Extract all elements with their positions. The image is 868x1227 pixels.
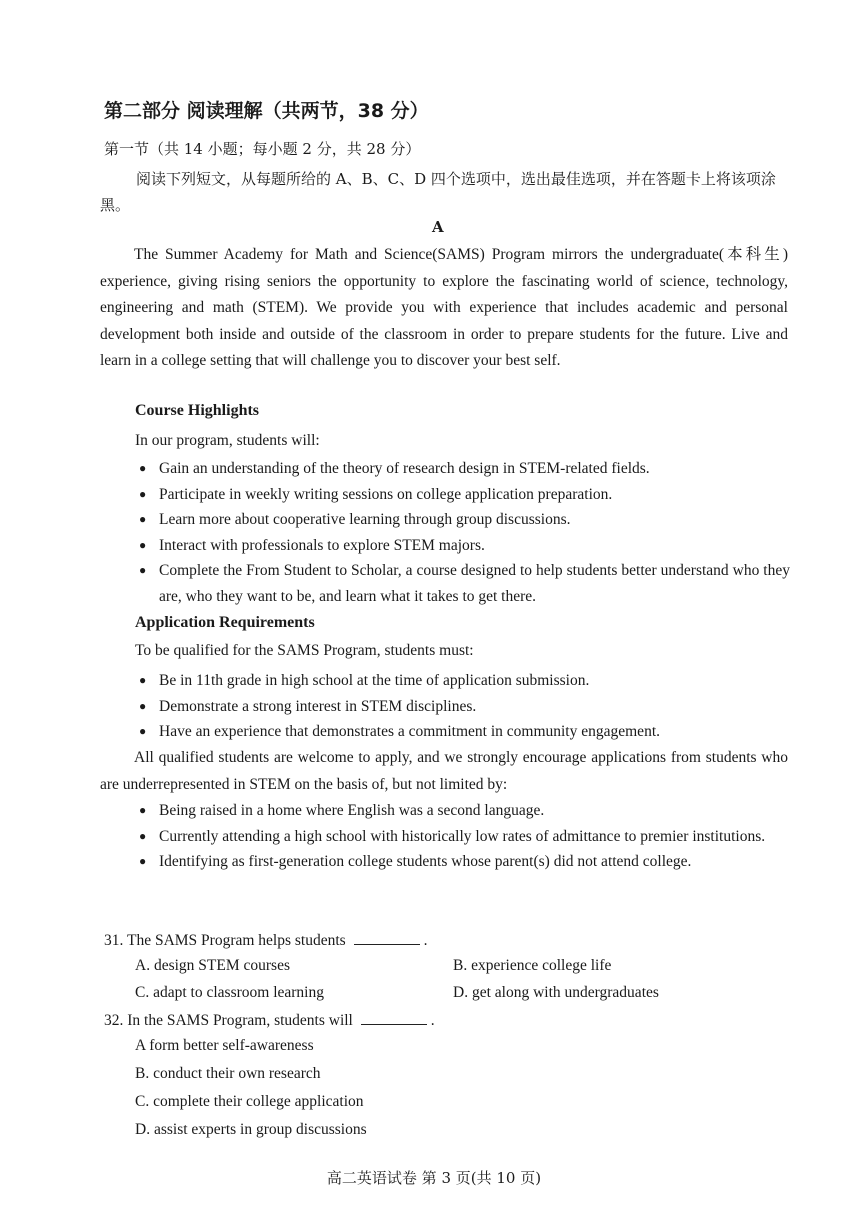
list-item — [135, 719, 790, 745]
option-text: adapt to classroom learning — [153, 984, 324, 1001]
list-item — [135, 507, 790, 533]
bullet-icon: ● — [139, 673, 147, 687]
question-stem: In the SAMS Program, students will — [127, 1012, 353, 1029]
list-item-text: Complete the From Student to Scholar, a course designed to help students better understand who they are, who they want to be, and learn what it takes to get there. — [159, 562, 790, 605]
list-item-text: Being raised in a home where English was a second language. — [159, 802, 545, 819]
question-stem: The SAMS Program helps students — [126, 932, 346, 949]
bullet-icon: ● — [139, 461, 147, 475]
option-text: complete their college application — [153, 1093, 364, 1110]
bullet-icon: ● — [139, 828, 147, 843]
option-32-b[interactable] — [135, 1065, 321, 1083]
list-item — [135, 668, 790, 694]
application-requirements-list — [135, 668, 790, 745]
option-letter: D. — [135, 1121, 151, 1138]
option-letter: C. — [135, 984, 150, 1001]
list-item — [135, 558, 790, 609]
bullet-icon: ● — [139, 724, 147, 738]
option-32-c[interactable] — [135, 1093, 364, 1111]
encourage-list — [135, 798, 790, 875]
question-end: . — [423, 932, 428, 949]
option-letter: B. — [453, 957, 468, 974]
bullet-icon: ● — [139, 563, 147, 577]
list-item-text: Demonstrate a strong interest in STEM disciplines. — [159, 697, 477, 715]
question-end: . — [430, 1012, 435, 1029]
option-32-d[interactable] — [135, 1121, 367, 1139]
question-number: 32. — [104, 1012, 124, 1029]
bullet-icon: ● — [139, 698, 147, 713]
question-32 — [104, 1010, 435, 1030]
option-text: design STEM courses — [153, 957, 290, 974]
list-item — [135, 482, 790, 508]
course-highlights-list — [135, 456, 790, 609]
bullet-icon: ● — [139, 537, 147, 552]
subsection-title: 第一节（共 14 小题；每小题 2 分，共 28 分） — [104, 140, 421, 158]
option-31-c[interactable] — [135, 984, 324, 1002]
bullet-icon: ● — [139, 803, 147, 817]
list-item-text: Be in 11th grade in high school at the time of application submission. — [159, 672, 590, 689]
passage-letter: A — [432, 218, 444, 236]
option-31-d[interactable] — [453, 984, 659, 1002]
list-item — [135, 533, 790, 559]
section-title: 第二部分 阅读理解（共两节，38 分） — [104, 100, 429, 122]
bullet-icon: ● — [139, 512, 147, 526]
bullet-icon: ● — [139, 486, 147, 501]
list-item — [135, 824, 790, 850]
option-letter: A. — [135, 957, 151, 974]
list-item-text: Have an experience that demonstrates a commitment in community engagement. — [159, 723, 660, 740]
option-text: form better self-awareness — [149, 1037, 314, 1054]
list-item — [135, 849, 790, 875]
answer-blank[interactable] — [361, 1010, 427, 1025]
option-letter: C. — [135, 1093, 150, 1110]
list-item — [135, 694, 790, 720]
option-letter: B. — [135, 1065, 150, 1082]
option-letter: D. — [453, 984, 469, 1001]
option-text: assist experts in group discussions — [153, 1121, 367, 1138]
option-32-a[interactable] — [135, 1037, 314, 1055]
list-item-text: Identifying as first-generation college students whose parent(s) did not attend college. — [159, 853, 692, 870]
list-item — [135, 456, 790, 482]
page-footer: 高二英语试卷 第 3 页(共 10 页) — [326, 1169, 542, 1187]
application-requirements-heading: Application Requirements — [135, 614, 315, 631]
list-item-text: Interact with professionals to explore STEM majors. — [159, 536, 485, 554]
option-letter: A — [135, 1037, 146, 1054]
option-31-b[interactable] — [453, 957, 611, 975]
course-highlights-lead: In our program, students will: — [135, 432, 320, 449]
list-item-text: Learn more about cooperative learning through group discussions. — [159, 511, 571, 528]
option-text: get along with undergraduates — [471, 984, 659, 1001]
list-item-text: Participate in weekly writing sessions on college application preparation. — [159, 485, 613, 503]
course-highlights-heading: Course Highlights — [135, 402, 260, 419]
list-item — [135, 798, 790, 824]
instruction-text: 阅读下列短文，从每题所给的 A、B、C、D 四个选项中，选出最佳选项，并在答题卡上将该项涂黑。 — [100, 170, 776, 214]
bullet-icon: ● — [139, 854, 147, 868]
passage-intro: The Summer Academy for Math and Science(SAMS) Program mirrors the undergraduate(本科生) experience, giving rising seniors the opportunity to explore the fascinating world of science, technology, engineering and math (STEM). We provide you with experience that includes academic and personal development both inside and outside of the classroom in order to prepare students for the future. Live and learn in a college setting that will challenge you to discover your best self. — [100, 246, 788, 369]
option-text: experience college life — [471, 957, 612, 974]
option-31-a[interactable] — [135, 957, 290, 975]
answer-blank[interactable] — [354, 930, 420, 945]
list-item-text: Gain an understanding of the theory of research design in STEM-related fields. — [159, 460, 650, 477]
encourage-paragraph: All qualified students are welcome to apply, and we strongly encourage applications from students who are underrepresented in STEM on the basis of, but not limited by: — [100, 749, 788, 793]
question-number: 31. — [104, 932, 124, 949]
question-31 — [104, 930, 427, 950]
list-item-text: Currently attending a high school with historically low rates of admittance to premier institutions. — [159, 827, 766, 845]
application-requirements-lead: To be qualified for the SAMS Program, students must: — [135, 642, 474, 659]
option-text: conduct their own research — [153, 1065, 321, 1082]
